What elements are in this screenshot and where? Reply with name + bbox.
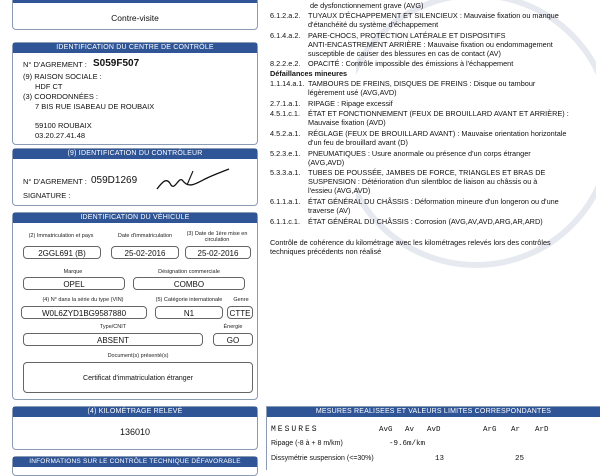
defect-item: 6.1.1.c.1. ÉTAT GÉNÉRAL DU CHÂSSIS : Corrosion (AVG,AV,AVD,ARG,AR,ARD) bbox=[270, 217, 543, 226]
date-first-box: 25-02-2016 bbox=[185, 246, 251, 259]
centre-agrement-label: N° D'AGREMENT : bbox=[23, 60, 87, 69]
centre-address1: 7 BIS RUE ISABEAU DE ROUBAIX bbox=[35, 102, 155, 111]
col-arg: ArG bbox=[483, 426, 497, 434]
defect-item: 6.1.4.a.2. PARE-CHOCS, PROTECTION LATÉRALE ET DISPOSITIFS bbox=[270, 31, 506, 40]
defect-item: 4.5.2.a.1. RÉGLAGE (FEUX DE BROUILLARD AVANT) : Mauvaise orientation horizontale bbox=[270, 129, 567, 138]
defect-item: 6.1.1.a.1. ÉTAT GÉNÉRAL DU CHÂSSIS : Déformation mineure d'un longeron ou d'une bbox=[270, 197, 559, 206]
defect-item-line: d'étanchéité du système d'échappement bbox=[308, 20, 439, 29]
ripage-label: Ripage (-8 à + 8 m/km) bbox=[271, 440, 343, 447]
col-ard: ArD bbox=[535, 426, 549, 434]
centre-phone: 03.20.27.41.48 bbox=[35, 131, 86, 140]
defect-item-line: susceptible de causer des blessures en cas de contact (AV) bbox=[308, 49, 501, 58]
dissym-label: Dissymétrie suspension (<=30%) bbox=[271, 455, 374, 462]
genre-caption: Genre bbox=[233, 297, 249, 303]
defect-item: 5.3.3.a.1. TUBES DE POUSSÉE, JAMBES DE FORCE, TRIANGLES ET BRAS DE bbox=[270, 168, 546, 177]
centre-agrement-value: S059F507 bbox=[93, 58, 140, 69]
defect-item-line: traverse (AV) bbox=[308, 206, 351, 215]
coherence-line-1: Contrôle de cohérence du kilométrage avec les kilométrages relevés lors des contrôles bbox=[270, 238, 551, 247]
immat-caption: (2) Immatriculation et pays bbox=[28, 233, 94, 239]
centre-address2: 59100 ROUBAIX bbox=[35, 121, 92, 130]
centre-header: IDENTIFICATION DU CENTRE DE CONTRÔLE bbox=[13, 43, 257, 53]
nature-panel bbox=[12, 0, 258, 30]
date-immat-box: 25-02-2016 bbox=[111, 246, 179, 259]
defect-item-line: SUSPENSION : Détérioration d'un silentbloc de liaison au châssis ou à bbox=[308, 177, 538, 186]
marque-caption: Marque bbox=[63, 269, 83, 275]
vehicule-panel bbox=[12, 212, 258, 400]
col-ar: Ar bbox=[511, 426, 521, 434]
defect-item-line: l'essieu (AVG,AVD) bbox=[308, 186, 371, 195]
controleur-agrement-value: 059D1269 bbox=[91, 175, 138, 186]
km-header: (4) KILOMÉTRAGE RELEVÉ bbox=[13, 407, 257, 417]
ripage-value: -9.6m/km bbox=[389, 440, 426, 448]
centre-raison-value: HDF CT bbox=[35, 82, 63, 91]
typecnit-box: ABSENT bbox=[23, 333, 203, 346]
nature-value: Contre-visite bbox=[111, 13, 159, 23]
controleur-header: (9) IDENTIFICATION DU CONTRÔLEUR bbox=[13, 149, 257, 159]
genre-box: CTTE bbox=[227, 306, 253, 319]
controleur-agrement-label: N° D'AGREMENT : bbox=[23, 177, 87, 186]
coherence-line-2: techniques précédents non réalisé bbox=[270, 247, 382, 256]
categorie-box: N1 bbox=[155, 306, 223, 319]
defect-item: 8.2.2.e.2. OPACITÉ : Contrôle impossible des émissions à l'échappement bbox=[270, 59, 514, 68]
immat-box: 2GGL691 (B) bbox=[23, 246, 101, 259]
controleur-signature-label: SIGNATURE : bbox=[23, 191, 71, 200]
nature-header bbox=[13, 0, 257, 3]
defects-area bbox=[266, 0, 600, 262]
controleur-panel bbox=[12, 148, 258, 206]
defect-top-fragment: de dysfonctionnement grave (AVG) bbox=[310, 1, 424, 10]
signature-scribble bbox=[153, 163, 233, 195]
centre-panel bbox=[12, 42, 258, 145]
bottom-info-panel bbox=[12, 456, 258, 476]
vin-box: W0L6ZYD1BG9587880 bbox=[21, 306, 147, 319]
col-av: Av bbox=[405, 426, 415, 434]
defect-item: 5.2.3.e.1. PNEUMATIQUES : Usure anormale ou présence d'un corps étranger bbox=[270, 149, 531, 158]
docs-caption: Document(s) présenté(s) bbox=[107, 353, 169, 359]
vehicule-header: IDENTIFICATION DU VÉHICULE bbox=[13, 213, 257, 223]
defect-item-line: ANTI-ENCASTREMENT ARRIÈRE : Mauvaise fixation ou endommagement bbox=[308, 40, 553, 49]
defect-item: 1.1.14.a.1. TAMBOURS DE FREINS, DISQUES DE FREINS : Disque ou tambour bbox=[270, 79, 536, 88]
vin-caption: (4) N° dans la série du type (VIN) bbox=[42, 297, 124, 303]
col-avg: AvG bbox=[379, 426, 393, 434]
km-value: 136010 bbox=[119, 427, 151, 437]
km-panel bbox=[12, 406, 258, 450]
docs-box: Certificat d'immatriculation étranger bbox=[23, 362, 253, 393]
centre-raison-label: (9) RAISON SOCIALE : bbox=[23, 72, 102, 81]
defect-item-line: d'un feu de brouillard avant (D) bbox=[308, 138, 408, 147]
designation-caption: Désignation commerciale bbox=[158, 269, 220, 275]
dissym-value-2: 25 bbox=[515, 455, 525, 463]
defect-item-line: légèrement usé (AVG,AVD) bbox=[308, 88, 397, 97]
typecnit-caption: Type/CNIT bbox=[99, 324, 127, 330]
defect-item: 2.7.1.a.1. RIPAGE : Ripage excessif bbox=[270, 99, 393, 108]
defect-item: 6.1.2.a.2. TUYAUX D'ÉCHAPPEMENT ET SILENCIEUX : Mauvaise fixation ou manque bbox=[270, 11, 559, 20]
defect-item-line: Mauvaise fixation (AVD) bbox=[308, 118, 386, 127]
energie-box: GO bbox=[213, 333, 253, 346]
mesures-panel bbox=[266, 406, 600, 470]
energie-caption: Énergie bbox=[223, 324, 243, 330]
dissym-value-1: 13 bbox=[435, 455, 445, 463]
mineures-title: Défaillances mineures bbox=[270, 69, 348, 78]
designation-box: COMBO bbox=[133, 277, 245, 290]
categorie-caption: (5) Catégorie internationale bbox=[155, 297, 223, 303]
defect-item-line: (AVG,AVD) bbox=[308, 158, 345, 167]
centre-coord-label: (3) COORDONNÉES : bbox=[23, 92, 99, 101]
date-immat-caption: Date d'immatriculation bbox=[117, 233, 173, 239]
mesures-header: MESURES REALISEES ET VALEURS LIMITES CORRESPONDANTES bbox=[267, 407, 600, 417]
col-avd: AvD bbox=[427, 426, 441, 434]
bottom-info-header: INFORMATIONS SUR LE CONTRÔLE TECHNIQUE DÉFAVORABLE bbox=[13, 457, 257, 467]
defect-item: 4.5.1.c.1. ÉTAT ET FONCTIONNEMENT (FEUX DE BROUILLARD AVANT ET ARRIÈRE) : bbox=[270, 109, 569, 118]
date-first-caption: (3) Date de 1ère mise en circulation bbox=[186, 231, 248, 243]
mesures-title: MESURES bbox=[271, 425, 319, 434]
marque-box: OPEL bbox=[23, 277, 125, 290]
